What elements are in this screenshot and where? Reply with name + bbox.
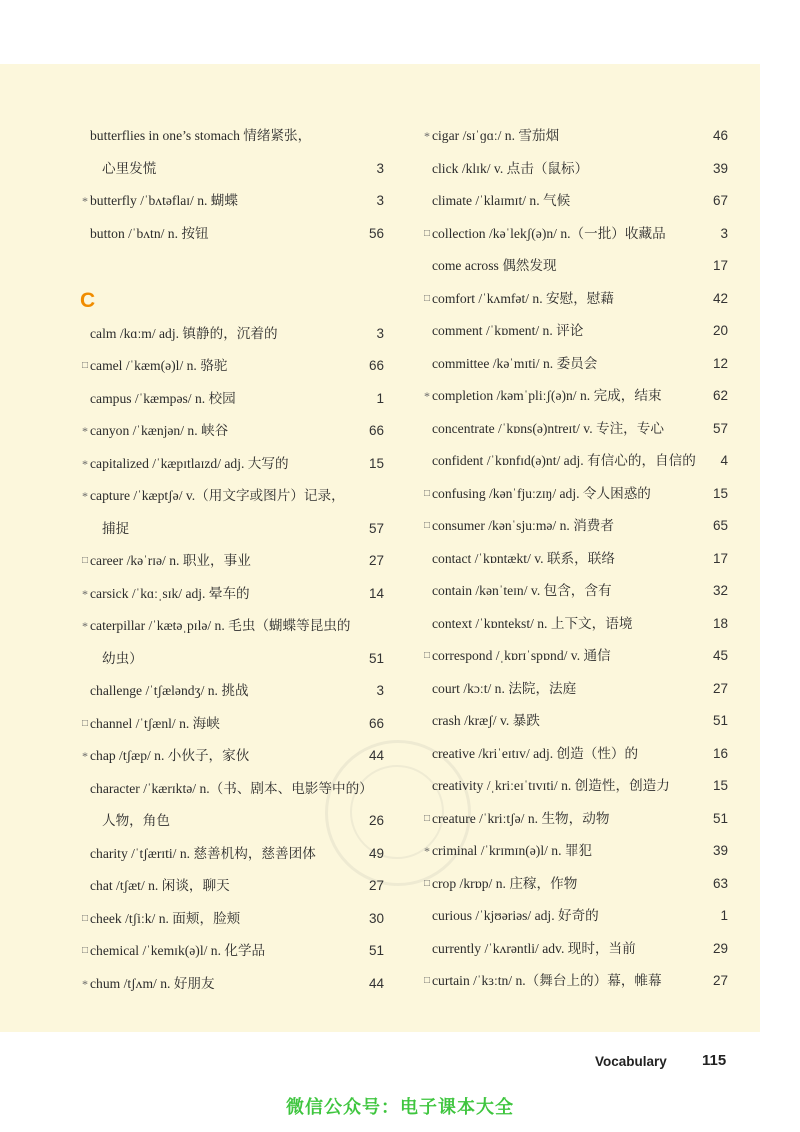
vocab-entry bbox=[80, 578, 384, 611]
entry-text: butterflies in one’s stomach 情绪紧张， bbox=[90, 128, 312, 143]
entry-text: correspond /ˌkɒrɪˈspɒnd/ v. 通信 bbox=[432, 648, 611, 663]
vocab-entry bbox=[422, 543, 728, 576]
entry-unit-number: 15 bbox=[712, 778, 728, 793]
vocab-entry bbox=[422, 705, 728, 738]
entry-unit-number: 49 bbox=[368, 845, 384, 861]
square-marker-icon bbox=[422, 803, 432, 836]
entry-text: butterfly /ˈbʌtəflaɪ/ n. 蝴蝶 bbox=[90, 193, 238, 208]
vocab-entry bbox=[80, 415, 384, 448]
vocab-entry bbox=[80, 935, 384, 968]
vocab-entry bbox=[422, 120, 728, 153]
entry-unit-number: 27 bbox=[712, 973, 728, 988]
vocab-entry bbox=[80, 870, 384, 903]
entry-unit-number: 16 bbox=[712, 745, 728, 761]
vocab-entry bbox=[422, 185, 728, 218]
vocab-entry bbox=[422, 413, 728, 446]
entry-text: come across 偶然发现 bbox=[432, 258, 557, 273]
vocab-entry bbox=[80, 805, 384, 838]
vocab-entry bbox=[422, 348, 728, 381]
vocab-entry bbox=[422, 868, 728, 901]
entry-text: chat /tʃæt/ n. 闲谈，聊天 bbox=[90, 878, 230, 893]
entry-unit-number: 44 bbox=[368, 975, 384, 991]
entry-unit-number: 57 bbox=[368, 520, 384, 536]
square-marker-icon bbox=[422, 478, 432, 511]
vocab-entry bbox=[80, 318, 384, 351]
entry-unit-number: 56 bbox=[368, 225, 384, 241]
entry-unit-number: 32 bbox=[712, 583, 728, 598]
entry-unit-number: 30 bbox=[368, 910, 384, 926]
entry-unit-number: 3 bbox=[376, 160, 384, 176]
vocab-entry bbox=[422, 965, 728, 998]
entry-unit-number: 27 bbox=[368, 553, 384, 568]
entry-unit-number: 66 bbox=[368, 358, 384, 373]
entry-text: carsick /ˈkɑːˌsɪk/ adj. 晕车的 bbox=[90, 585, 250, 601]
entry-unit-number: 51 bbox=[368, 650, 384, 666]
square-marker-icon bbox=[422, 218, 432, 251]
vocab-entry bbox=[80, 838, 384, 871]
entry-text: creativity /ˌkriːeɪˈtɪvɪti/ n. 创造性，创造力 bbox=[432, 778, 670, 793]
entry-unit-number: 3 bbox=[376, 193, 384, 208]
entry-text: campus /ˈkæmpəs/ n. 校园 bbox=[90, 390, 236, 406]
square-marker-icon bbox=[422, 640, 432, 673]
entry-unit-number: 29 bbox=[712, 940, 728, 956]
entry-text: consumer /kənˈsjuːmə/ n. 消费者 bbox=[432, 518, 614, 533]
vocab-entry bbox=[80, 383, 384, 416]
vocab-entry bbox=[80, 708, 384, 741]
star-marker-icon bbox=[80, 185, 90, 220]
entry-text: collection /kəˈlekʃ(ə)n/ n.（一批）收藏品 bbox=[432, 225, 666, 241]
star-marker-icon bbox=[422, 380, 432, 415]
entry-unit-number: 39 bbox=[712, 843, 728, 858]
entry-unit-number: 51 bbox=[712, 810, 728, 826]
entry-text: committee /kəˈmɪti/ n. 委员会 bbox=[432, 355, 598, 371]
star-marker-icon bbox=[80, 578, 90, 613]
entry-unit-number: 62 bbox=[712, 388, 728, 403]
vocab-entry bbox=[422, 153, 728, 186]
entry-text: calm /kɑːm/ adj. 镇静的，沉着的 bbox=[90, 325, 278, 341]
entry-unit-number: 27 bbox=[712, 680, 728, 696]
vocab-entry bbox=[422, 608, 728, 641]
entry-unit-number: 67 bbox=[712, 193, 728, 208]
wechat-watermark: 微信公众号：电子课本大全 bbox=[286, 1097, 514, 1118]
entry-text: climate /ˈklaɪmɪt/ n. 气候 bbox=[432, 193, 571, 208]
square-marker-icon bbox=[422, 965, 432, 998]
vocab-entry bbox=[422, 510, 728, 543]
entry-unit-number: 1 bbox=[720, 908, 728, 923]
entry-text: click /klɪk/ v. 点击（鼠标） bbox=[432, 160, 589, 176]
vocab-entry bbox=[422, 250, 728, 283]
square-marker-icon bbox=[80, 545, 90, 578]
entry-text: canyon /ˈkænjən/ n. 峡谷 bbox=[90, 423, 229, 438]
entry-unit-number: 46 bbox=[712, 128, 728, 143]
vocab-entry bbox=[80, 513, 384, 546]
vocab-entry bbox=[80, 545, 384, 578]
entry-text: crop /krɒp/ n. 庄稼，作物 bbox=[432, 875, 578, 891]
letter-heading-text: C bbox=[80, 288, 96, 312]
left-column bbox=[80, 120, 384, 1000]
entry-text: charity /ˈtʃærɪti/ n. 慈善机构，慈善团体 bbox=[90, 845, 316, 861]
entry-text: confident /ˈkɒnfɪd(ə)nt/ adj. 有信心的，自信的 bbox=[432, 453, 696, 468]
entry-text: currently /ˈkʌrəntli/ adv. 现时，当前 bbox=[432, 940, 636, 956]
square-marker-icon bbox=[80, 903, 90, 936]
entry-unit-number: 51 bbox=[712, 713, 728, 728]
vocab-entry bbox=[422, 380, 728, 413]
entry-text: comfort /ˈkʌmfət/ n. 安慰，慰藉 bbox=[432, 290, 614, 306]
entry-text: character /ˈkærɪktə/ n.（书、剧本、电影等中的） bbox=[90, 780, 373, 796]
vocab-entry bbox=[80, 218, 384, 251]
square-marker-icon bbox=[80, 935, 90, 968]
vocab-entry bbox=[422, 803, 728, 836]
vocab-entry bbox=[422, 770, 728, 803]
entry-unit-number: 12 bbox=[712, 355, 728, 371]
entry-unit-number: 3 bbox=[376, 325, 384, 341]
entry-unit-number: 20 bbox=[712, 323, 728, 338]
entry-text: channel /ˈtʃænl/ n. 海峡 bbox=[90, 715, 220, 731]
entry-unit-number: 18 bbox=[712, 615, 728, 631]
vocab-entry bbox=[80, 120, 384, 153]
entry-text: career /kəˈrɪə/ n. 职业，事业 bbox=[90, 553, 251, 568]
vocab-entry bbox=[422, 640, 728, 673]
entry-unit-number: 27 bbox=[368, 878, 384, 893]
vocab-entry bbox=[80, 448, 384, 481]
entry-text: curious /ˈkjʊəriəs/ adj. 好奇的 bbox=[432, 908, 599, 923]
entry-unit-number: 44 bbox=[368, 748, 384, 763]
entry-unit-number: 3 bbox=[376, 683, 384, 698]
entry-unit-number: 26 bbox=[368, 813, 384, 828]
vocab-entry bbox=[80, 903, 384, 936]
square-marker-icon bbox=[422, 283, 432, 316]
entry-text: curtain /ˈkɜːtn/ n.（舞台上的）幕，帷幕 bbox=[432, 973, 662, 988]
entry-text: court /kɔːt/ n. 法院，法庭 bbox=[432, 680, 577, 696]
entry-text: concentrate /ˈkɒns(ə)ntreɪt/ v. 专注，专心 bbox=[432, 420, 664, 436]
entry-text: 心里发慌 bbox=[102, 160, 157, 176]
entry-text: chemical /ˈkemɪk(ə)l/ n. 化学品 bbox=[90, 943, 266, 958]
entry-text: capitalized /ˈkæpɪtlaɪzd/ adj. 大写的 bbox=[90, 455, 289, 471]
entry-text: contain /kənˈteɪn/ v. 包含，含有 bbox=[432, 583, 612, 598]
vocab-entry bbox=[80, 643, 384, 676]
star-marker-icon bbox=[422, 120, 432, 155]
vocab-entry bbox=[422, 673, 728, 706]
square-marker-icon bbox=[80, 708, 90, 741]
square-marker-icon bbox=[422, 510, 432, 543]
entry-unit-number: 63 bbox=[712, 875, 728, 891]
entry-unit-number: 3 bbox=[720, 225, 728, 241]
vocab-entry bbox=[80, 480, 384, 513]
entry-unit-number: 4 bbox=[720, 453, 728, 468]
entry-text: creature /ˈkriːtʃə/ n. 生物，动物 bbox=[432, 810, 610, 826]
entry-unit-number: 39 bbox=[712, 160, 728, 176]
entry-unit-number: 17 bbox=[712, 550, 728, 566]
vocab-entry bbox=[422, 900, 728, 933]
vocab-entry bbox=[422, 315, 728, 348]
page-number: 115 bbox=[702, 1052, 727, 1069]
entry-unit-number: 66 bbox=[368, 423, 384, 438]
vocab-entry bbox=[422, 478, 728, 511]
entry-unit-number: 17 bbox=[712, 258, 728, 273]
star-marker-icon bbox=[80, 415, 90, 450]
vocab-entry bbox=[80, 350, 384, 383]
star-marker-icon bbox=[80, 610, 90, 645]
entry-text: creative /kriˈeɪtɪv/ adj. 创造（性）的 bbox=[432, 745, 639, 761]
vocab-entry bbox=[80, 740, 384, 773]
vocab-entry bbox=[80, 610, 384, 643]
entry-unit-number: 14 bbox=[368, 585, 384, 601]
letter-heading bbox=[80, 283, 384, 318]
star-marker-icon bbox=[80, 480, 90, 515]
entry-unit-number: 51 bbox=[368, 943, 384, 958]
entry-text: confusing /kənˈfjuːzɪŋ/ adj. 令人困惑的 bbox=[432, 485, 651, 501]
star-marker-icon bbox=[80, 968, 90, 1003]
entry-text: criminal /ˈkrɪmɪn(ə)l/ n. 罪犯 bbox=[432, 843, 593, 858]
entry-unit-number: 45 bbox=[712, 648, 728, 663]
entry-unit-number: 57 bbox=[712, 420, 728, 436]
vocab-entry bbox=[80, 773, 384, 806]
vocab-entry bbox=[422, 575, 728, 608]
vocab-entry bbox=[422, 933, 728, 966]
vocab-entry bbox=[422, 283, 728, 316]
entry-unit-number: 15 bbox=[368, 455, 384, 471]
entry-text: context /ˈkɒntekst/ n. 上下文，语境 bbox=[432, 615, 633, 631]
entry-text: camel /ˈkæm(ə)l/ n. 骆驼 bbox=[90, 358, 228, 373]
entry-text: chum /tʃʌm/ n. 好朋友 bbox=[90, 975, 215, 991]
vocab-entry bbox=[422, 835, 728, 868]
vocab-entry bbox=[422, 218, 728, 251]
vocab-entry bbox=[80, 153, 384, 186]
star-marker-icon bbox=[80, 740, 90, 775]
entry-text: comment /ˈkɒment/ n. 评论 bbox=[432, 323, 584, 338]
entry-text: completion /kəmˈpliːʃ(ə)n/ n. 完成，结束 bbox=[432, 388, 662, 403]
vocab-entry bbox=[80, 185, 384, 218]
right-column bbox=[422, 120, 728, 998]
star-marker-icon bbox=[80, 448, 90, 483]
entry-text: button /ˈbʌtn/ n. 按钮 bbox=[90, 225, 209, 241]
entry-unit-number: 15 bbox=[712, 485, 728, 501]
entry-unit-number: 65 bbox=[712, 518, 728, 533]
entry-text: 捕捉 bbox=[102, 520, 130, 536]
entry-text: 人物，角色 bbox=[102, 813, 170, 828]
footer-section-title: Vocabulary bbox=[595, 1054, 667, 1069]
entry-text: crash /kræʃ/ v. 暴跌 bbox=[432, 713, 540, 728]
entry-text: 幼虫） bbox=[102, 650, 143, 666]
entry-unit-number: 66 bbox=[368, 715, 384, 731]
entry-text: capture /ˈkæptʃə/ v.（用文字或图片）记录， bbox=[90, 488, 345, 503]
vocab-entry bbox=[422, 738, 728, 771]
entry-unit-number: 1 bbox=[376, 390, 384, 406]
entry-text: caterpillar /ˈkætəˌpɪlə/ n. 毛虫（蝴蝶等昆虫的 bbox=[90, 618, 351, 633]
vocab-entry bbox=[422, 445, 728, 478]
entry-text: challenge /ˈtʃæləndʒ/ n. 挑战 bbox=[90, 683, 249, 698]
square-marker-icon bbox=[422, 868, 432, 901]
entry-unit-number: 42 bbox=[712, 290, 728, 306]
entry-text: cigar /sɪˈɡɑː/ n. 雪茄烟 bbox=[432, 128, 560, 143]
vocab-entry bbox=[80, 675, 384, 708]
entry-text: contact /ˈkɒntækt/ v. 联系，联络 bbox=[432, 550, 615, 566]
square-marker-icon bbox=[80, 350, 90, 383]
vocab-entry bbox=[80, 968, 384, 1001]
star-marker-icon bbox=[422, 835, 432, 870]
entry-text: chap /tʃæp/ n. 小伙子，家伙 bbox=[90, 748, 250, 763]
spacer bbox=[80, 250, 384, 283]
entry-text: cheek /tʃiːk/ n. 面颊，脸颊 bbox=[90, 910, 241, 926]
